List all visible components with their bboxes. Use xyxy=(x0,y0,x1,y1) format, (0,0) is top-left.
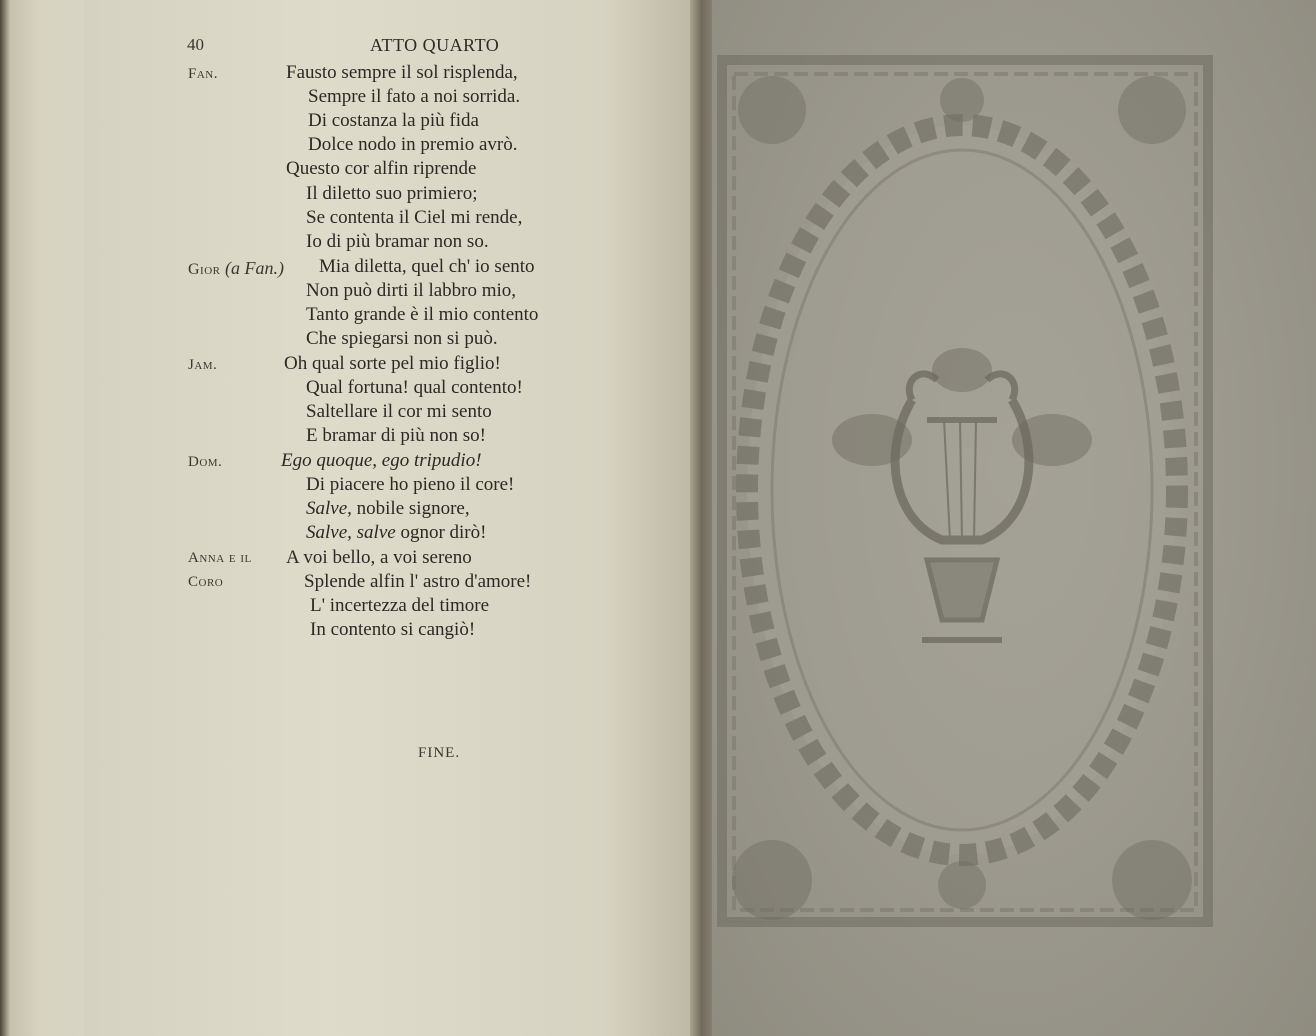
verse-line-roman: , nobile signore, xyxy=(347,498,470,519)
verse-line-italic: Salve, salve xyxy=(306,522,396,543)
verse-line-roman: ognor dirò! xyxy=(395,522,487,543)
verse-line: Io di più bramar non so. xyxy=(306,231,489,252)
verse-line: Che spiegarsi non si può. xyxy=(306,328,498,349)
verse-line: Fausto sempre il sol risplenda, xyxy=(286,62,518,83)
speaker-gior xyxy=(188,256,284,282)
speaker-gior-aside: (a Fan.) xyxy=(225,258,284,278)
speaker-gior-name: Gior xyxy=(188,261,221,278)
end-mark: FINE. xyxy=(418,745,461,761)
page-number: 40 xyxy=(187,35,204,54)
verse-line-italic: Salve xyxy=(306,498,348,519)
verse-line: In contento si cangiò! xyxy=(310,619,476,640)
verse-line xyxy=(306,521,486,545)
verse-line: Non può dirti il labbro mio, xyxy=(306,280,517,301)
speaker-coro: Coro xyxy=(188,574,224,590)
running-head: ATTO QUARTO xyxy=(370,35,500,55)
verse-line: Se contenta il Ciel mi rende, xyxy=(306,207,523,228)
verse-line: Il diletto suo primiero; xyxy=(306,183,478,204)
verse-line: L' incertezza del timore xyxy=(310,595,490,616)
verse-line: Di piacere ho pieno il core! xyxy=(306,474,515,495)
verse-line: Tanto grande è il mio contento xyxy=(306,304,539,325)
verse-line xyxy=(281,449,482,473)
verse-line-italic: Ego quoque, ego tripudio! xyxy=(281,450,482,471)
speaker-dom: Dom. xyxy=(188,454,223,470)
verse-line: Sempre il fato a noi sorrida. xyxy=(308,86,521,107)
verse-line: Dolce nodo in premio avrò. xyxy=(308,134,518,155)
verse-line: Mia diletta, quel ch' io sento xyxy=(319,256,535,277)
speaker-fan: Fan. xyxy=(188,66,218,82)
verse-line: Qual fortuna! qual contento! xyxy=(306,377,523,398)
verse-line: Saltellare il cor mi sento xyxy=(306,401,492,422)
verse-line: Di costanza la più fida xyxy=(308,110,479,131)
speaker-anna: Anna e il xyxy=(188,550,252,566)
right-page xyxy=(712,0,1316,1036)
verse-line: E bramar di più non so! xyxy=(306,425,486,446)
speaker-jam: Jam. xyxy=(188,357,218,373)
verse-line: Oh qual sorte pel mio figlio! xyxy=(284,353,501,374)
verse-line: A voi bello, a voi sereno xyxy=(286,547,472,568)
lyre-vignette-icon xyxy=(712,0,1316,1036)
verse-line: Questo cor alfin riprende xyxy=(286,158,477,179)
verse-line: Splende alfin l' astro d'amore! xyxy=(304,571,532,592)
page-edge xyxy=(0,0,86,1036)
verse-line xyxy=(306,497,470,521)
